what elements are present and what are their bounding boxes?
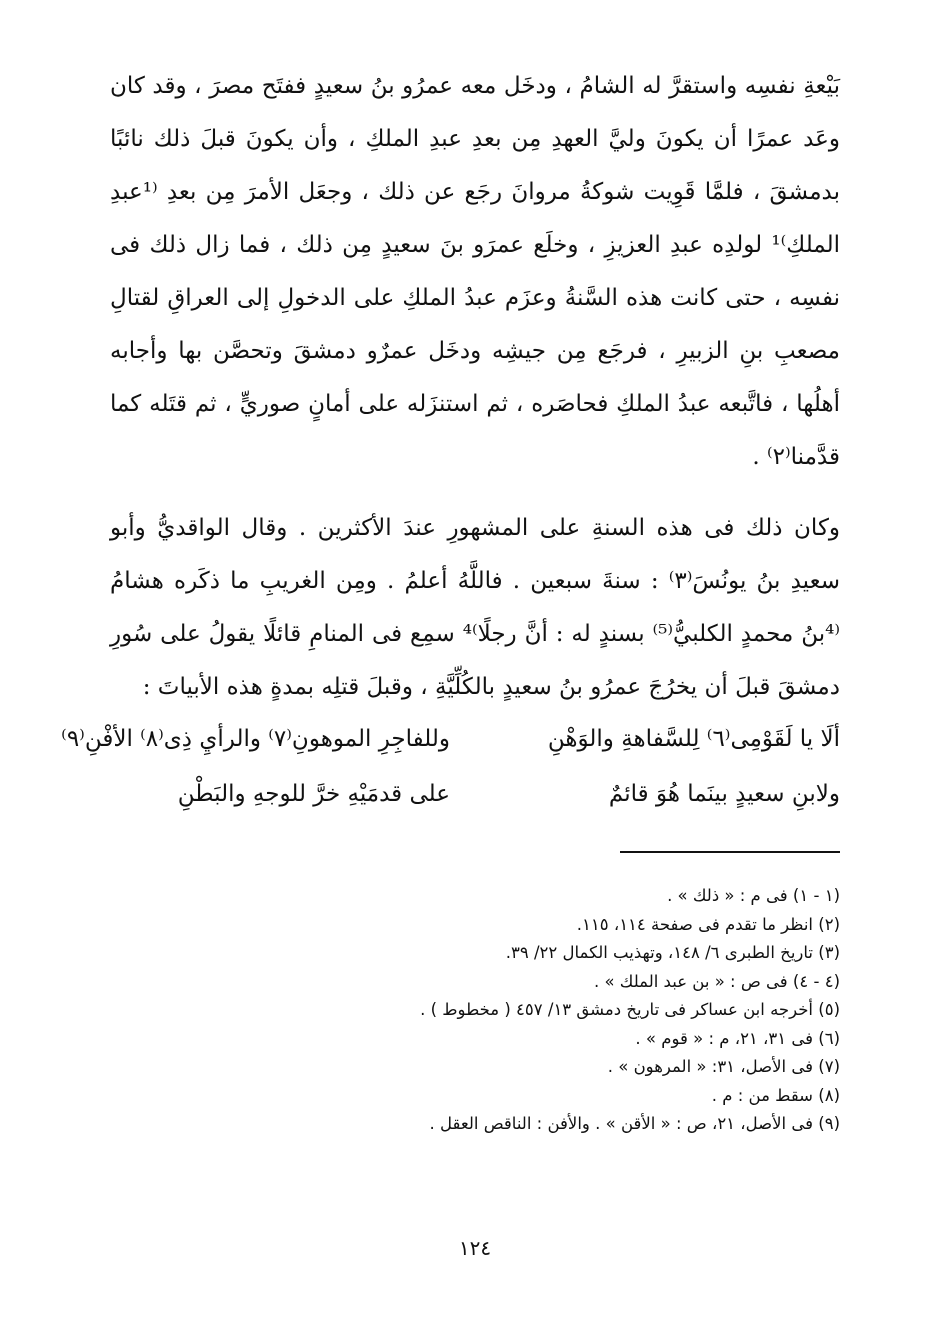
poem-verse-2: [110, 767, 840, 822]
verse-2-first-hemistich: ولابنِ سعيدٍ بينَما هُوَ قائمٌ: [608, 781, 840, 807]
paragraph-1: بَيْعةِ نفسِه واستقرَّ له الشامُ ، ودخَل معه عمرُو بنُ سعيدٍ ففتَح مصرَ ، وقد كان وعَد عمرًا أن يكونَ وليَّ العهدِ مِن بعدِ عبدِ الملكِ ، وأن يكونَ قبلَ ذلك نائبًا بدمشقَ ، فلمَّا قَوِيت شوكةُ مروانَ رجَع عن ذلك ، وجعَل الأمرَ مِن بعدِ ⁽¹عبدِ الملكِ⁾¹ لولدِه عبدِ العزيزِ ، وخلَع عمرَو بنَ سعيدٍ مِن ذلك ، فما زال ذلك فى نفسِه ، حتى كانت هذه السَّنةُ وعزَم عبدُ الملكِ على الدخولِ إلى العراقِ لقتالِ مصعبِ بنِ الزبيرِ ، فرجَع مِن جيشِه ودخَل عمرٌو دمشقَ وتحصَّن بها وأجابه أهلُها ، فاتَّبعه عبدُ الملكِ فحاصَره ، ثم استنزَله على أمانٍ صوريٍّ ، ثم قتَله كما قدَّمنا⁽٢⁾ .: [110, 73, 840, 470]
poem-verse-1: [61, 712, 840, 767]
footnote-5: (٥) أخرجه ابن عساكر فى تاريخ دمشق ١٣/ ٤٥٧ ( مخطوط ) .: [420, 1000, 840, 1019]
footnote-separator: [620, 851, 840, 853]
poem: [61, 712, 840, 822]
footnote-8: (٨) سقط من : م .: [711, 1085, 840, 1105]
paragraph-2: وكان ذلك فى هذه السنةِ على المشهورِ عندَ الأكثرين . وقال الواقديُّ وأبو سعيدِ بنُ يونُسَ⁽٣⁾ : سنةَ سبعين . فاللَّهُ أعلمُ . ومِن الغريبِ ما ذكَره هشامُ ⁽⁴بنُ محمدٍ الكلبيُّ⁽⁵⁾ بسندٍ له : أنَّ رجلًا⁾⁴ سمِع فى المنامِ قائلًا يقولُ على سُورِ دمشقَ قبلَ أن يخرُجَ عمرُو بنُ سعيدٍ بالكُلِّيَّةِ ، وقبلَ قتلِه بمدةٍ هذه الأبياتَ :: [110, 515, 841, 700]
footnote-1: (١ - ١) فى م : « ذلك » .: [667, 886, 840, 905]
verse-2-second-hemistich: على قدمَيْهِ خرَّ للوجهِ والبَطْنِ: [177, 781, 450, 807]
footnote-7: (٧) فى الأصل، ٣١: « المرهون » .: [607, 1057, 840, 1076]
footnote-2: (٢) انظر ما تقدم فى صفحة ١١٤، ١١٥.: [576, 914, 840, 934]
footnote-6: (٦) فى ٣١، ٢١، م : « قوم » .: [635, 1028, 840, 1048]
footnotes: [110, 882, 840, 1139]
verse-1-second-hemistich: وللفاجِرِ الموهونِ⁽٧⁾ والرأيِ ذِى⁽٨⁾ الأفْنِ⁽٩⁾: [61, 726, 450, 752]
main-text: [110, 60, 840, 714]
footnote-9: (٩) فى الأصل، ٢١، ص : « الأقن » . والأفن : الناقص العقل .: [429, 1114, 840, 1133]
footnote-4: (٤ - ٤) فى ص : « بن عبد الملك » .: [593, 971, 840, 991]
verse-1-first-hemistich: ألَا يا لَقَوْمِى⁽٦⁾ لِلسَّفاهةِ والوَهْنِ: [547, 726, 840, 752]
page-number: ١٢٤: [458, 1236, 492, 1260]
footnote-3: (٣) تاريخ الطبرى ٦/ ١٤٨، وتهذيب الكمال ٢٢/ ٣٩.: [505, 943, 840, 962]
